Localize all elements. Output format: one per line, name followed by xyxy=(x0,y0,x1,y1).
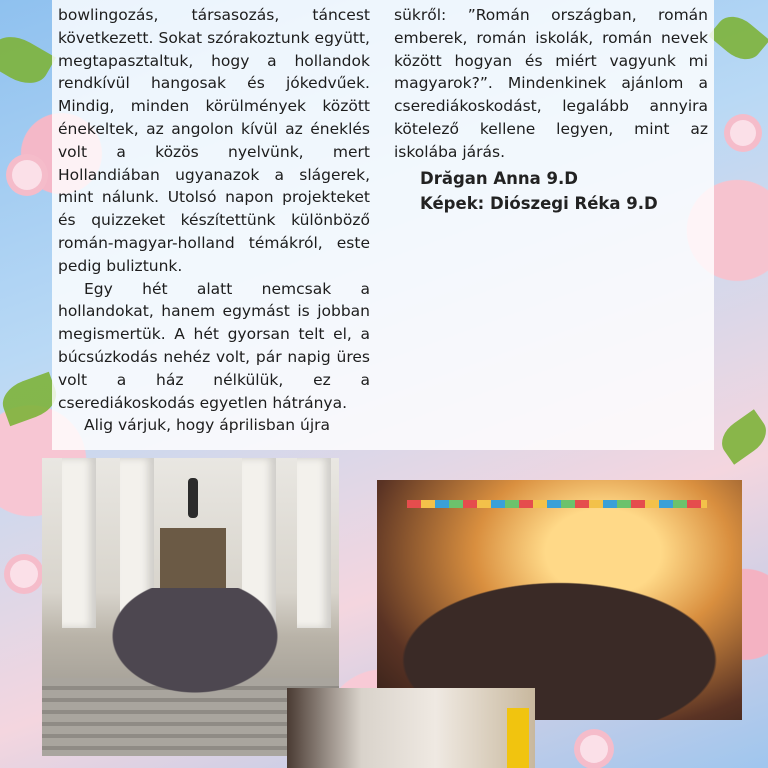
author-signature: Drăgan Anna 9.D xyxy=(420,168,578,188)
article-panel xyxy=(52,0,714,450)
article-right-column xyxy=(394,4,708,216)
article-left-column xyxy=(58,4,370,437)
photo-credit: Képek: Diószegi Réka 9.D xyxy=(420,193,658,213)
paragraph: Alig várjuk, hogy áprilisban újra xyxy=(84,416,331,435)
blossom-decoration xyxy=(580,735,608,763)
leaf-decoration xyxy=(708,8,768,68)
lamp-icon xyxy=(188,478,198,518)
blossom-decoration xyxy=(10,560,38,588)
blossom-decoration xyxy=(730,120,756,146)
leaf-decoration xyxy=(715,409,768,464)
paragraph: bowlingozás, társasozás, táncest következett. Sokat szórakoztunk együtt, megtapasztaltuk, hogy a hollandok rendkívül hangosak és jókedvűek. Mindig, minden körülmények között énekeltek, az angolon kívül az éneklés volt a közös nyelvünk, mert Hollandiában ugyanazok a slágerek, mint nálunk. Utolsó napon projekteket és quizzeket készítettünk különböző román-magyar-holland témákról, este pedig buliztunk. xyxy=(58,6,370,275)
paragraph: sükről: ”Román országban, román emberek, román iskolák, román nevek között hogyan és miért vagyunk mi magyarok?”. Mindenkinek ajánlom a cserediákoskodást, legalább annyira kötelező kellene legyen, mint az iskolába járás. xyxy=(394,6,708,161)
leaf-decoration xyxy=(0,28,56,93)
bunting-decoration xyxy=(407,500,707,520)
party-photo xyxy=(377,480,742,720)
selfie-photo xyxy=(287,688,535,768)
blossom-decoration xyxy=(12,160,42,190)
paragraph: Egy hét alatt nemcsak a hollandokat, hanem egymást is jobban megismertük. A hét gyorsan telt el, a búcsúzkodás nehéz volt, pár napig üres volt a ház nélkülük, ez a cserediákoskodás egyetlen hátránya. xyxy=(58,279,370,412)
